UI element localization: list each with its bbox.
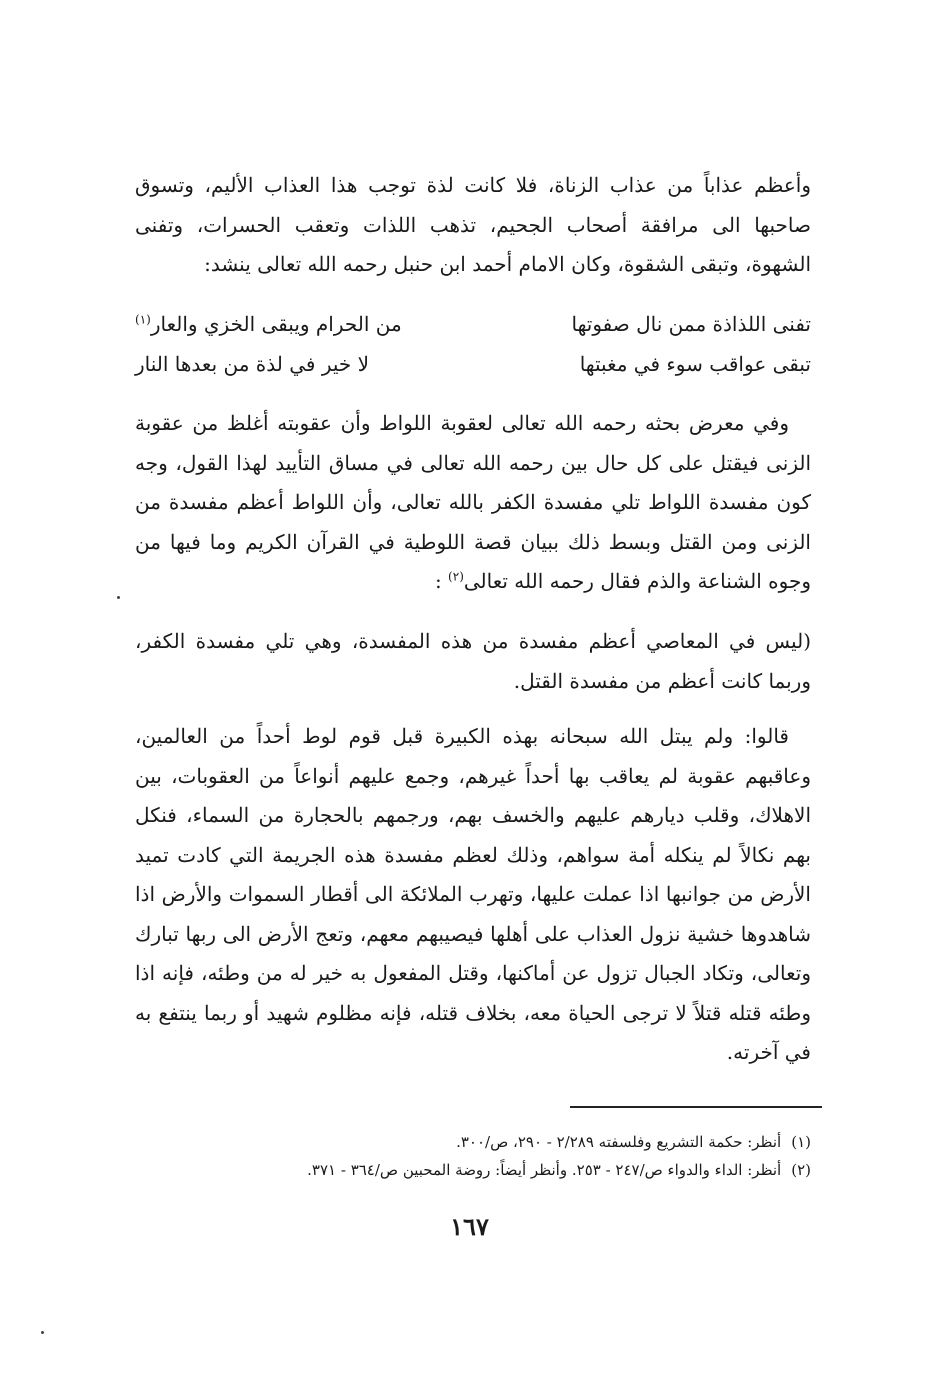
page-number: ١٦٧ (450, 1212, 489, 1241)
scan-speck (117, 596, 120, 599)
verse-first-hemistich: تفنى اللذاذة ممن نال صفوتها (571, 312, 811, 336)
footnote-marker: (١) (135, 312, 151, 327)
scan-speck (41, 1331, 44, 1334)
footnote-text: أنظر: حكمة التشريع وفلسفته ٢/٢٨٩ - ٢٩٠، ص/٣٠٠. (456, 1133, 782, 1151)
footnote-divider (570, 1106, 822, 1108)
paragraph-text: قالوا: ولم يبتل الله سبحانه بهذه الكبيرة قبل قوم لوط أحداً من العالمين، وعاقبهم عقوبة لم يعاقب بها أحداً غيرهم، وجمع عليهم أنواعاً من العقوبات، بين الاهلاك، وقلب ديارهم عليهم والخسف بهم، ورجمهم بالحجارة من السماء، فنكل بهم نكالاً لم ينكله أمة سواهم، وذلك لعظم مفسدة هذه الجريمة التي كادت تميد الأرض من جوانبها اذا عملت عليها، وتهرب الملائكة الى أقطار السموات والأرض اذا شاهدوها خشية نزول العذاب على أهلها فيصيبهم معهم، وتعج الأرض الى ربها تبارك وتعالى، وتكاد الجبال تزول عن أماكنها، وقتل المفعول به خير له من وطئه، فإنه اذا وطئه قتله قتلاً لا ترجى الحياة معه، بخلاف قتله، فإنه مظلوم شهيد أو ربما ينتفع به في آخرته. (135, 724, 812, 1064)
verse-line (135, 344, 811, 384)
footnote-number: (١) (791, 1133, 811, 1151)
paragraph-text: وفي معرض بحثه رحمه الله تعالى لعقوبة اللواط وأن عقوبته أغلظ من عقوبة الزنى فيقتل على كل حال بين رحمه الله تعالى في مساق التأييد لهذا القول، وجه كون مفسدة اللواط تلي مفسدة الكفر بالله تعالى، وأن اللواط أعظم مفسدة من الزنى ومن القتل وبسط ذلك ببيان قصة اللوطية في القرآن الكريم وما فيها من وجوه الشناعة والذم فقال رحمه الله تعالى$^{(٢)}$ : (135, 411, 811, 593)
footnote (135, 1128, 811, 1156)
intro-paragraph (135, 166, 811, 285)
footnote (135, 1156, 811, 1184)
footnote-number: (٢) (791, 1161, 811, 1179)
quoted-paragraph (135, 622, 811, 701)
intro-text: وأعظم عذاباً من عذاب الزناة، فلا كانت لذة توجب هذا العذاب الأليم، وتسوق صاحبها الى مرافقة أصحاب الجحيم، تذهب اللذات وتعقب الحسرات، وتفنى الشهوة، وتبقى الشقوة، وكان الامام أحمد ابن حنبل رحمه الله تعالى ينشد: (135, 173, 811, 276)
verse-second-hemistich: من الحرام ويبقى الخزي والعار$^{(١)}$ (135, 312, 402, 336)
verse-second-hemistich: لا خير في لذة من بعدها النار (135, 352, 370, 376)
verse-first-hemistich: تبقى عواقب سوء في مغبتها (579, 352, 811, 376)
body-paragraph (135, 717, 811, 1073)
footnotes (135, 1128, 811, 1184)
body-paragraph (135, 404, 811, 602)
verse-line (135, 304, 811, 344)
quote-text: (ليس في المعاصي أعظم مفسدة من هذه المفسدة، وهي تلي مفسدة الكفر، وربما كانت أعظم من مفسدة القتل. (135, 629, 811, 693)
footnote-text: أنظر: الداء والدواء ص/٢٤٧ - ٢٥٣. وأنظر أيضاً: روضة المحبين ص/٣٦٤ - ٣٧١. (307, 1161, 782, 1179)
footnote-marker: (٢) (448, 569, 464, 584)
poem-verses (135, 304, 811, 384)
